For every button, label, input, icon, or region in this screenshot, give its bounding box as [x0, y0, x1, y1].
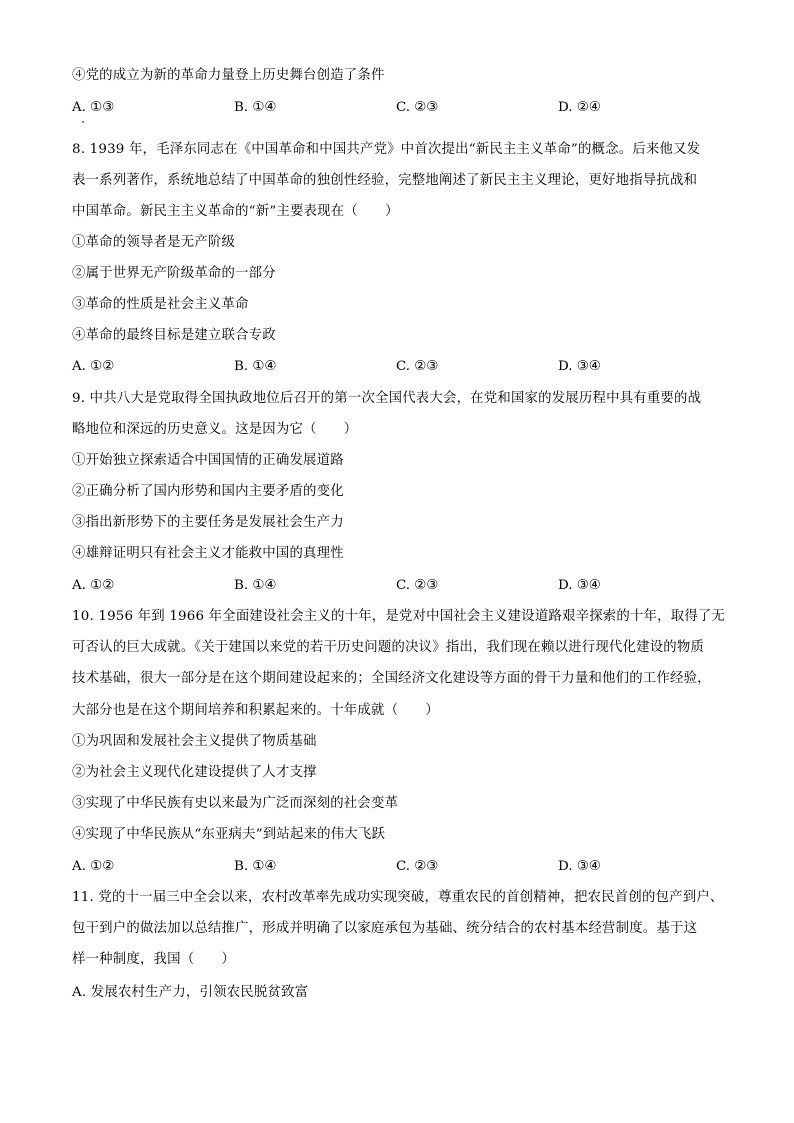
q8-item-3: ③革命的性质是社会主义革命 — [72, 297, 249, 312]
q9-option-c: C. ②③ — [396, 578, 439, 593]
q10-stem-line-3: 技术基础，很大一部分是在这个期间建设起来的；全国经济文化建设等方面的骨干力量和他们的工作经验， — [72, 671, 711, 686]
q11-stem-line-3: 样一种制度，我国（ ） — [72, 952, 236, 967]
q8-stem-line-2: 表一系列著作，系统地总结了中国革命的独创性经验，完整地阐述了新民主主义理论，更好地指导抗战和 — [72, 173, 698, 188]
q8-option-d: D. ③④ — [558, 359, 601, 374]
q8-stem-line-1: 8. 1939 年，毛泽东同志在《中国革命和中国共产党》中首次提出“新民主主义革命”的概念。后来他又发 — [72, 142, 701, 157]
q11-option-a: A. 发展农村生产力，引领农民脱贫致富 — [72, 985, 309, 1000]
q10-item-2: ②为社会主义现代化建设提供了人才支撑 — [72, 765, 317, 780]
q9-item-1: ①开始独立探索适合中国国情的正确发展道路 — [72, 453, 344, 468]
q7-option-a: A. ①③ — [72, 100, 115, 115]
q9-stem-line-2: 略地位和深远的历史意义。这是因为它（ ） — [72, 422, 358, 437]
q10-stem-line-4: 大部分也是在这个期间培养和积累起来的。十年成就（ ） — [72, 703, 439, 718]
q8-item-1: ①革命的领导者是无产阶级 — [72, 235, 236, 250]
q7-option-c: C. ②③ — [396, 100, 439, 115]
q8-item-4: ④革命的最终目标是建立联合专政 — [72, 328, 276, 343]
q10-item-1: ①为巩固和发展社会主义提供了物质基础 — [72, 734, 317, 749]
q10-option-d: D. ③④ — [558, 859, 601, 874]
q10-option-b: B. ①④ — [234, 859, 277, 874]
q9-item-3: ③指出新形势下的主要任务是发展社会生产力 — [72, 515, 344, 530]
q8-item-2: ②属于世界无产阶级革命的一部分 — [72, 266, 276, 281]
q10-stem-line-2: 可否认的巨大成就。《关于建国以来党的若干历史问题的决议》指出，我们现在赖以进行现代化建设的物质 — [72, 640, 705, 655]
q8-option-a: A. ①② — [72, 359, 115, 374]
q10-item-4: ④实现了中华民族从“东亚病夫”到站起来的伟大飞跃 — [72, 827, 386, 842]
q9-option-b: B. ①④ — [234, 578, 277, 593]
q10-item-3: ③实现了中华民族有史以来最为广泛而深刻的社会变革 — [72, 796, 399, 811]
q9-stem-line-1: 9. 中共八大是党取得全国执政地位后召开的第一次全国代表大会，在党和国家的发展历程中具有重要的战 — [72, 391, 702, 406]
q11-stem-line-1: 11. 党的十一届三中全会以来，农村改革率先成功实现突破，尊重农民的首创精神，把农民首创的包产到户、 — [72, 890, 724, 905]
q9-item-4: ④雄辩证明只有社会主义才能救中国的真理性 — [72, 546, 344, 561]
q10-option-c: C. ②③ — [396, 859, 439, 874]
q8-option-c: C. ②③ — [396, 359, 439, 374]
q9-option-a: A. ①② — [72, 578, 115, 593]
q7-option-b: B. ①④ — [234, 100, 277, 115]
q8-stem-line-3: 中国革命。新民主主义革命的“新”主要表现在（ ） — [72, 204, 399, 219]
stray-dot-mark — [82, 121, 84, 123]
q7-option-d: D. ②④ — [558, 100, 601, 115]
q10-option-a: A. ①② — [72, 859, 115, 874]
q9-option-d: D. ③④ — [558, 578, 601, 593]
q8-option-b: B. ①④ — [234, 359, 277, 374]
q9-item-2: ②正确分析了国内形势和国内主要矛盾的变化 — [72, 484, 344, 499]
q11-stem-line-2: 包干到户的做法加以总结推广，形成并明确了以家庭承包为基础、统分结合的农村基本经营制度。基于这 — [72, 921, 698, 936]
q7-item-4: ④党的成立为新的革命力量登上历史舞台创造了条件 — [72, 68, 385, 83]
q10-stem-line-1: 10. 1956 年到 1966 年全面建设社会主义的十年，是党对中国社会主义建设道路艰辛探索的十年，取得了无 — [72, 609, 726, 624]
